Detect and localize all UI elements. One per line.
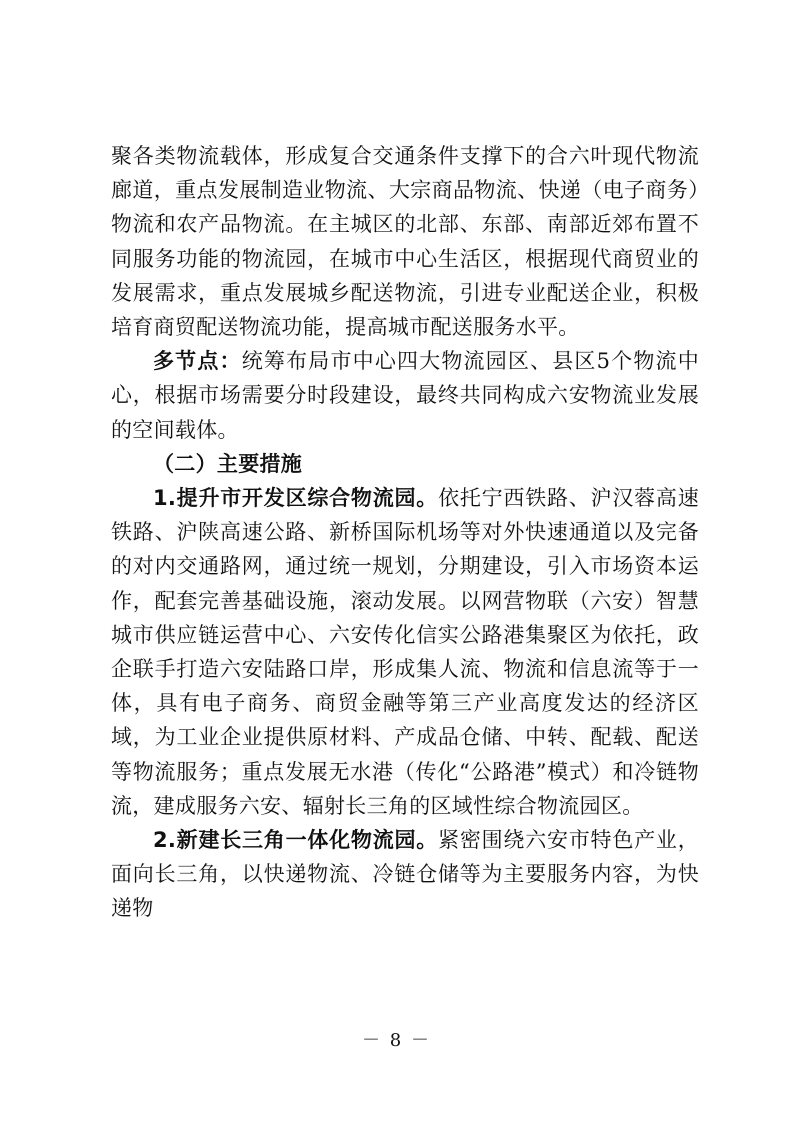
paragraph-corridor-text: 聚各类物流载体，形成复合交通条件支撑下的合六叶现代物流廊道，重点发展制造业物流、大宗商品物流、快递（电子商务）物流和农产品物流。在主城区的北部、东部、南部近郊布置不同服务功能的物流园，在城市中心生活区，根据现代商贸业的发展需求，重点发展城乡配送物流，引进专业配送企业，积极培育商贸配送物流功能，提高城市配送服务水平。 bbox=[111, 144, 699, 340]
section-heading-main-measures: （二）主要措施 bbox=[153, 451, 303, 476]
paragraph-multi-node-lead: 多节点： bbox=[153, 349, 242, 374]
paragraph-multi-node bbox=[111, 344, 699, 447]
page-number: － 8 － bbox=[362, 1030, 431, 1051]
document-body bbox=[111, 139, 699, 926]
paragraph-measure-2 bbox=[111, 823, 699, 926]
paragraph-measure-1 bbox=[111, 481, 699, 823]
paragraph-corridor bbox=[111, 139, 699, 344]
paragraph-measure-2-text: 紧密围绕六安市特色产业，面向长三角，以快递物流、冷链仓储等为主要服务内容，为快递物 bbox=[111, 828, 699, 921]
paragraph-multi-node-text: 统筹布局市中心四大物流园区、县区5个物流中心，根据市场需要分时段建设，最终共同构成六安物流业发展的空间载体。 bbox=[111, 349, 699, 442]
paragraph-measure-2-lead: 2.新建长三角一体化物流园。 bbox=[153, 828, 439, 853]
paragraph-measure-1-lead: 1.提升市开发区综合物流园。 bbox=[153, 486, 439, 511]
paragraph-measure-1-text: 依托宁西铁路、沪汉蓉高速铁路、沪陕高速公路、新桥国际机场等对外快速通道以及完备的对内交通路网，通过统一规划，分期建设，引入市场资本运作，配套完善基础设施，滚动发展。以网营物联（六安）智慧城市供应链运营中心、六安传化信实公路港集聚区为依托，政企联手打造六安陆路口岸，形成集人流、物流和信息流等于一体，具有电子商务、商贸金融等第三产业高度发达的经济区域，为工业企业提供原材料、产成品仓储、中转、配载、配送等物流服务；重点发展无水港（传化“公路港”模式）和冷链物流，建成服务六安、辐射长三角的区域性综合物流园区。 bbox=[111, 486, 699, 818]
